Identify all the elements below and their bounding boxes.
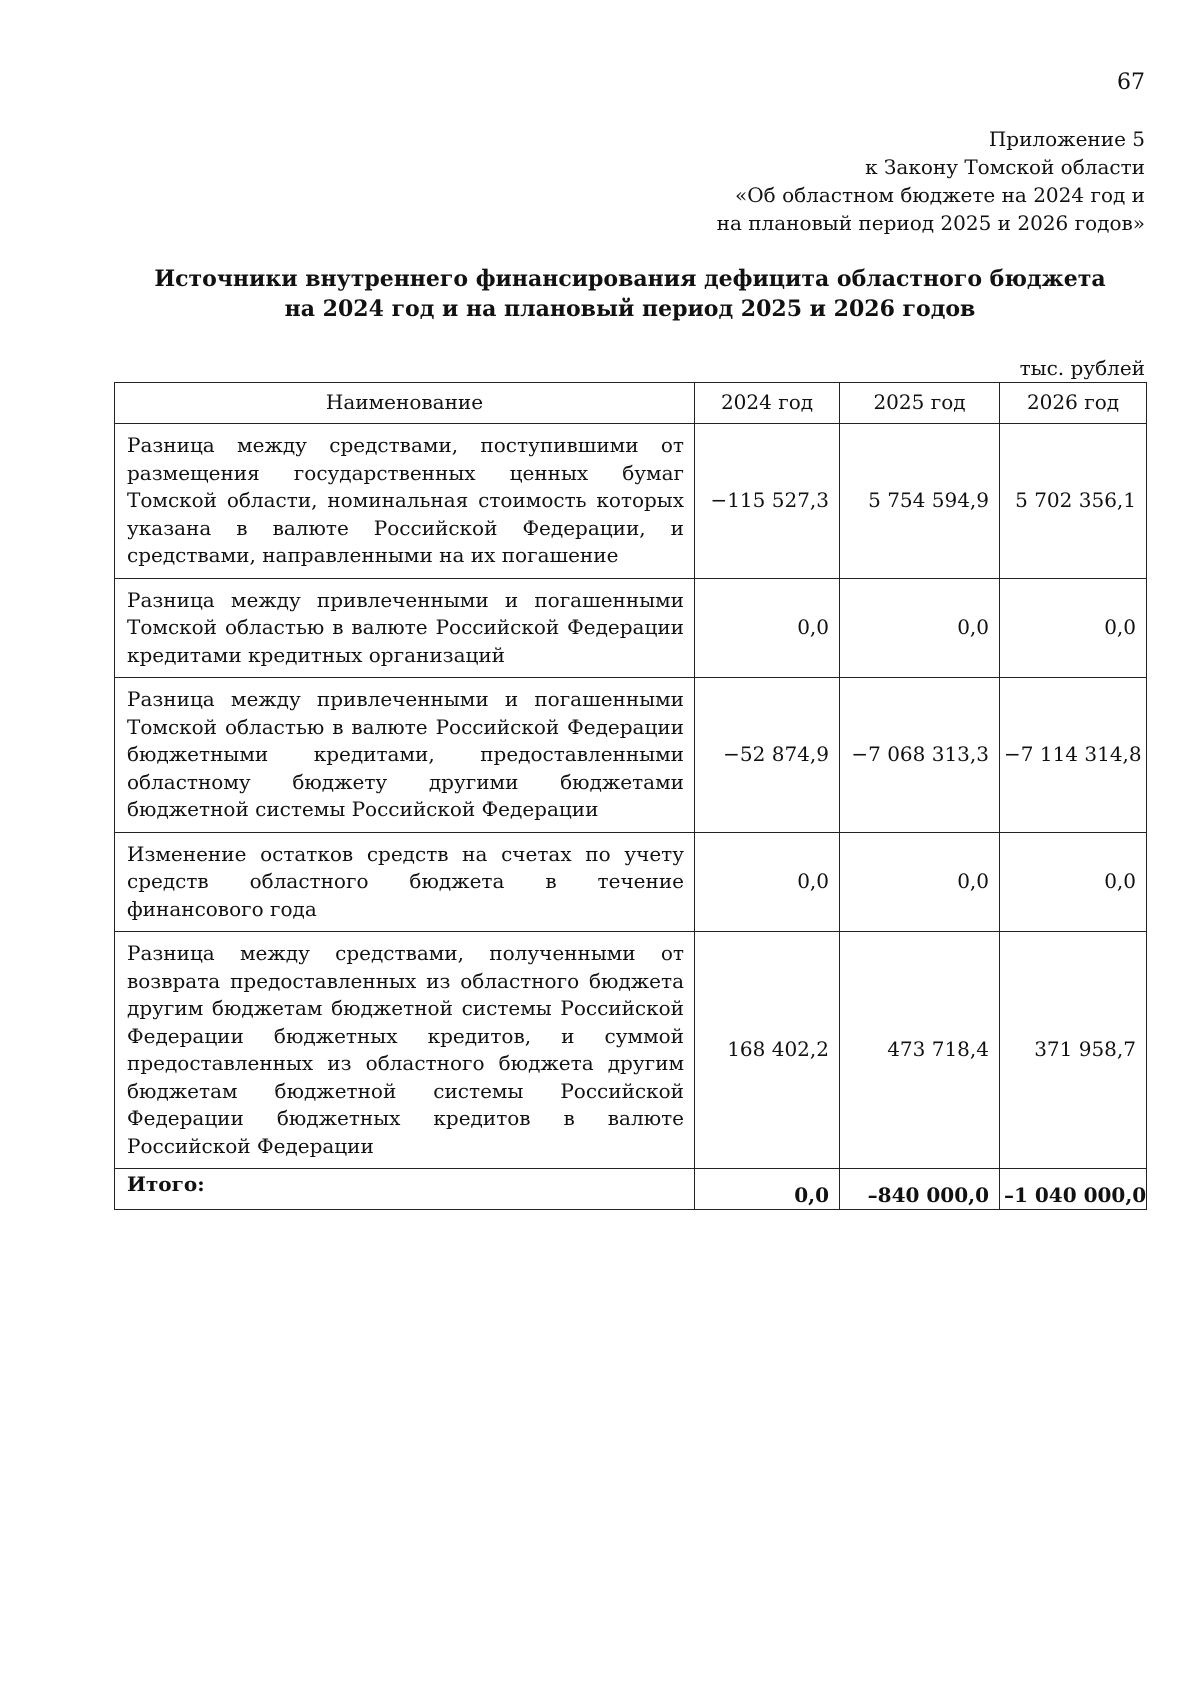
appendix-line: «Об областном бюджете на 2024 год и xyxy=(735,183,1145,207)
value-2024: 168 402,2 xyxy=(695,932,840,1169)
financing-sources-table xyxy=(114,382,1147,1210)
value-2024: −115 527,3 xyxy=(695,424,840,579)
value-2025: 0,0 xyxy=(840,578,1000,678)
appendix-line: на плановый период 2025 и 2026 годов» xyxy=(716,211,1145,235)
appendix-reference xyxy=(717,125,1145,237)
value-2025: 5 754 594,9 xyxy=(840,424,1000,579)
total-label: Итого: xyxy=(115,1169,695,1210)
total-2025: –840 000,0 xyxy=(840,1169,1000,1210)
value-2026: −7 114 314,8 xyxy=(1000,678,1147,833)
value-2024: −52 874,9 xyxy=(695,678,840,833)
value-2026: 0,0 xyxy=(1000,832,1147,932)
table-row xyxy=(115,678,1147,833)
total-2024: 0,0 xyxy=(695,1169,840,1210)
table-header-row xyxy=(115,383,1147,424)
value-2026: 0,0 xyxy=(1000,578,1147,678)
header-name: Наименование xyxy=(115,383,695,424)
value-2025: 473 718,4 xyxy=(840,932,1000,1169)
table-row xyxy=(115,578,1147,678)
total-2026: –1 040 000,0 xyxy=(1000,1169,1147,1210)
header-2026: 2026 год xyxy=(1000,383,1147,424)
header-2025: 2025 год xyxy=(840,383,1000,424)
table-row xyxy=(115,932,1147,1169)
value-2025: −7 068 313,3 xyxy=(840,678,1000,833)
value-2024: 0,0 xyxy=(695,578,840,678)
total-row xyxy=(115,1169,1147,1210)
document-title xyxy=(0,264,1200,324)
row-name: Разница между привлеченными и погашенными Томской областью в валюте Российской Федерации кредитами кредитных организаций xyxy=(115,578,695,678)
header-2024: 2024 год xyxy=(695,383,840,424)
title-line-2: на 2024 год и на плановый период 2025 и 2026 годов xyxy=(284,296,976,322)
table-row xyxy=(115,832,1147,932)
value-2024: 0,0 xyxy=(695,832,840,932)
value-2026: 371 958,7 xyxy=(1000,932,1147,1169)
units-label: тыс. рублей xyxy=(1019,356,1145,380)
value-2026: 5 702 356,1 xyxy=(1000,424,1147,579)
page-number: 67 xyxy=(1117,70,1145,95)
value-2025: 0,0 xyxy=(840,832,1000,932)
table-row xyxy=(115,424,1147,579)
row-name: Разница между привлеченными и погашенными Томской областью в валюте Российской Федерации бюджетными кредитами, предоставленными областному бюджету другими бюджетами бюджетной системы Российской Федерации xyxy=(115,678,695,833)
appendix-line: к Закону Томской области xyxy=(865,155,1145,179)
row-name: Разница между средствами, поступившими от размещения государственных ценных бумаг Томской области, номинальная стоимость которых указана в валюте Российской Федерации, и средствами, направленными на их погашение xyxy=(115,424,695,579)
appendix-line: Приложение 5 xyxy=(988,127,1145,151)
row-name: Изменение остатков средств на счетах по учету средств областного бюджета в течение финансового года xyxy=(115,832,695,932)
row-name: Разница между средствами, полученными от возврата предоставленных из областного бюджета другим бюджетам бюджетной системы Российской Федерации бюджетных кредитов, и суммой предоставленных из областного бюджета другим бюджетам бюджетной системы Российской Федерации бюджетных кредитов в валюте Российской Федерации xyxy=(115,932,695,1169)
title-line-1: Источники внутреннего финансирования дефицита областного бюджета xyxy=(154,266,1106,292)
